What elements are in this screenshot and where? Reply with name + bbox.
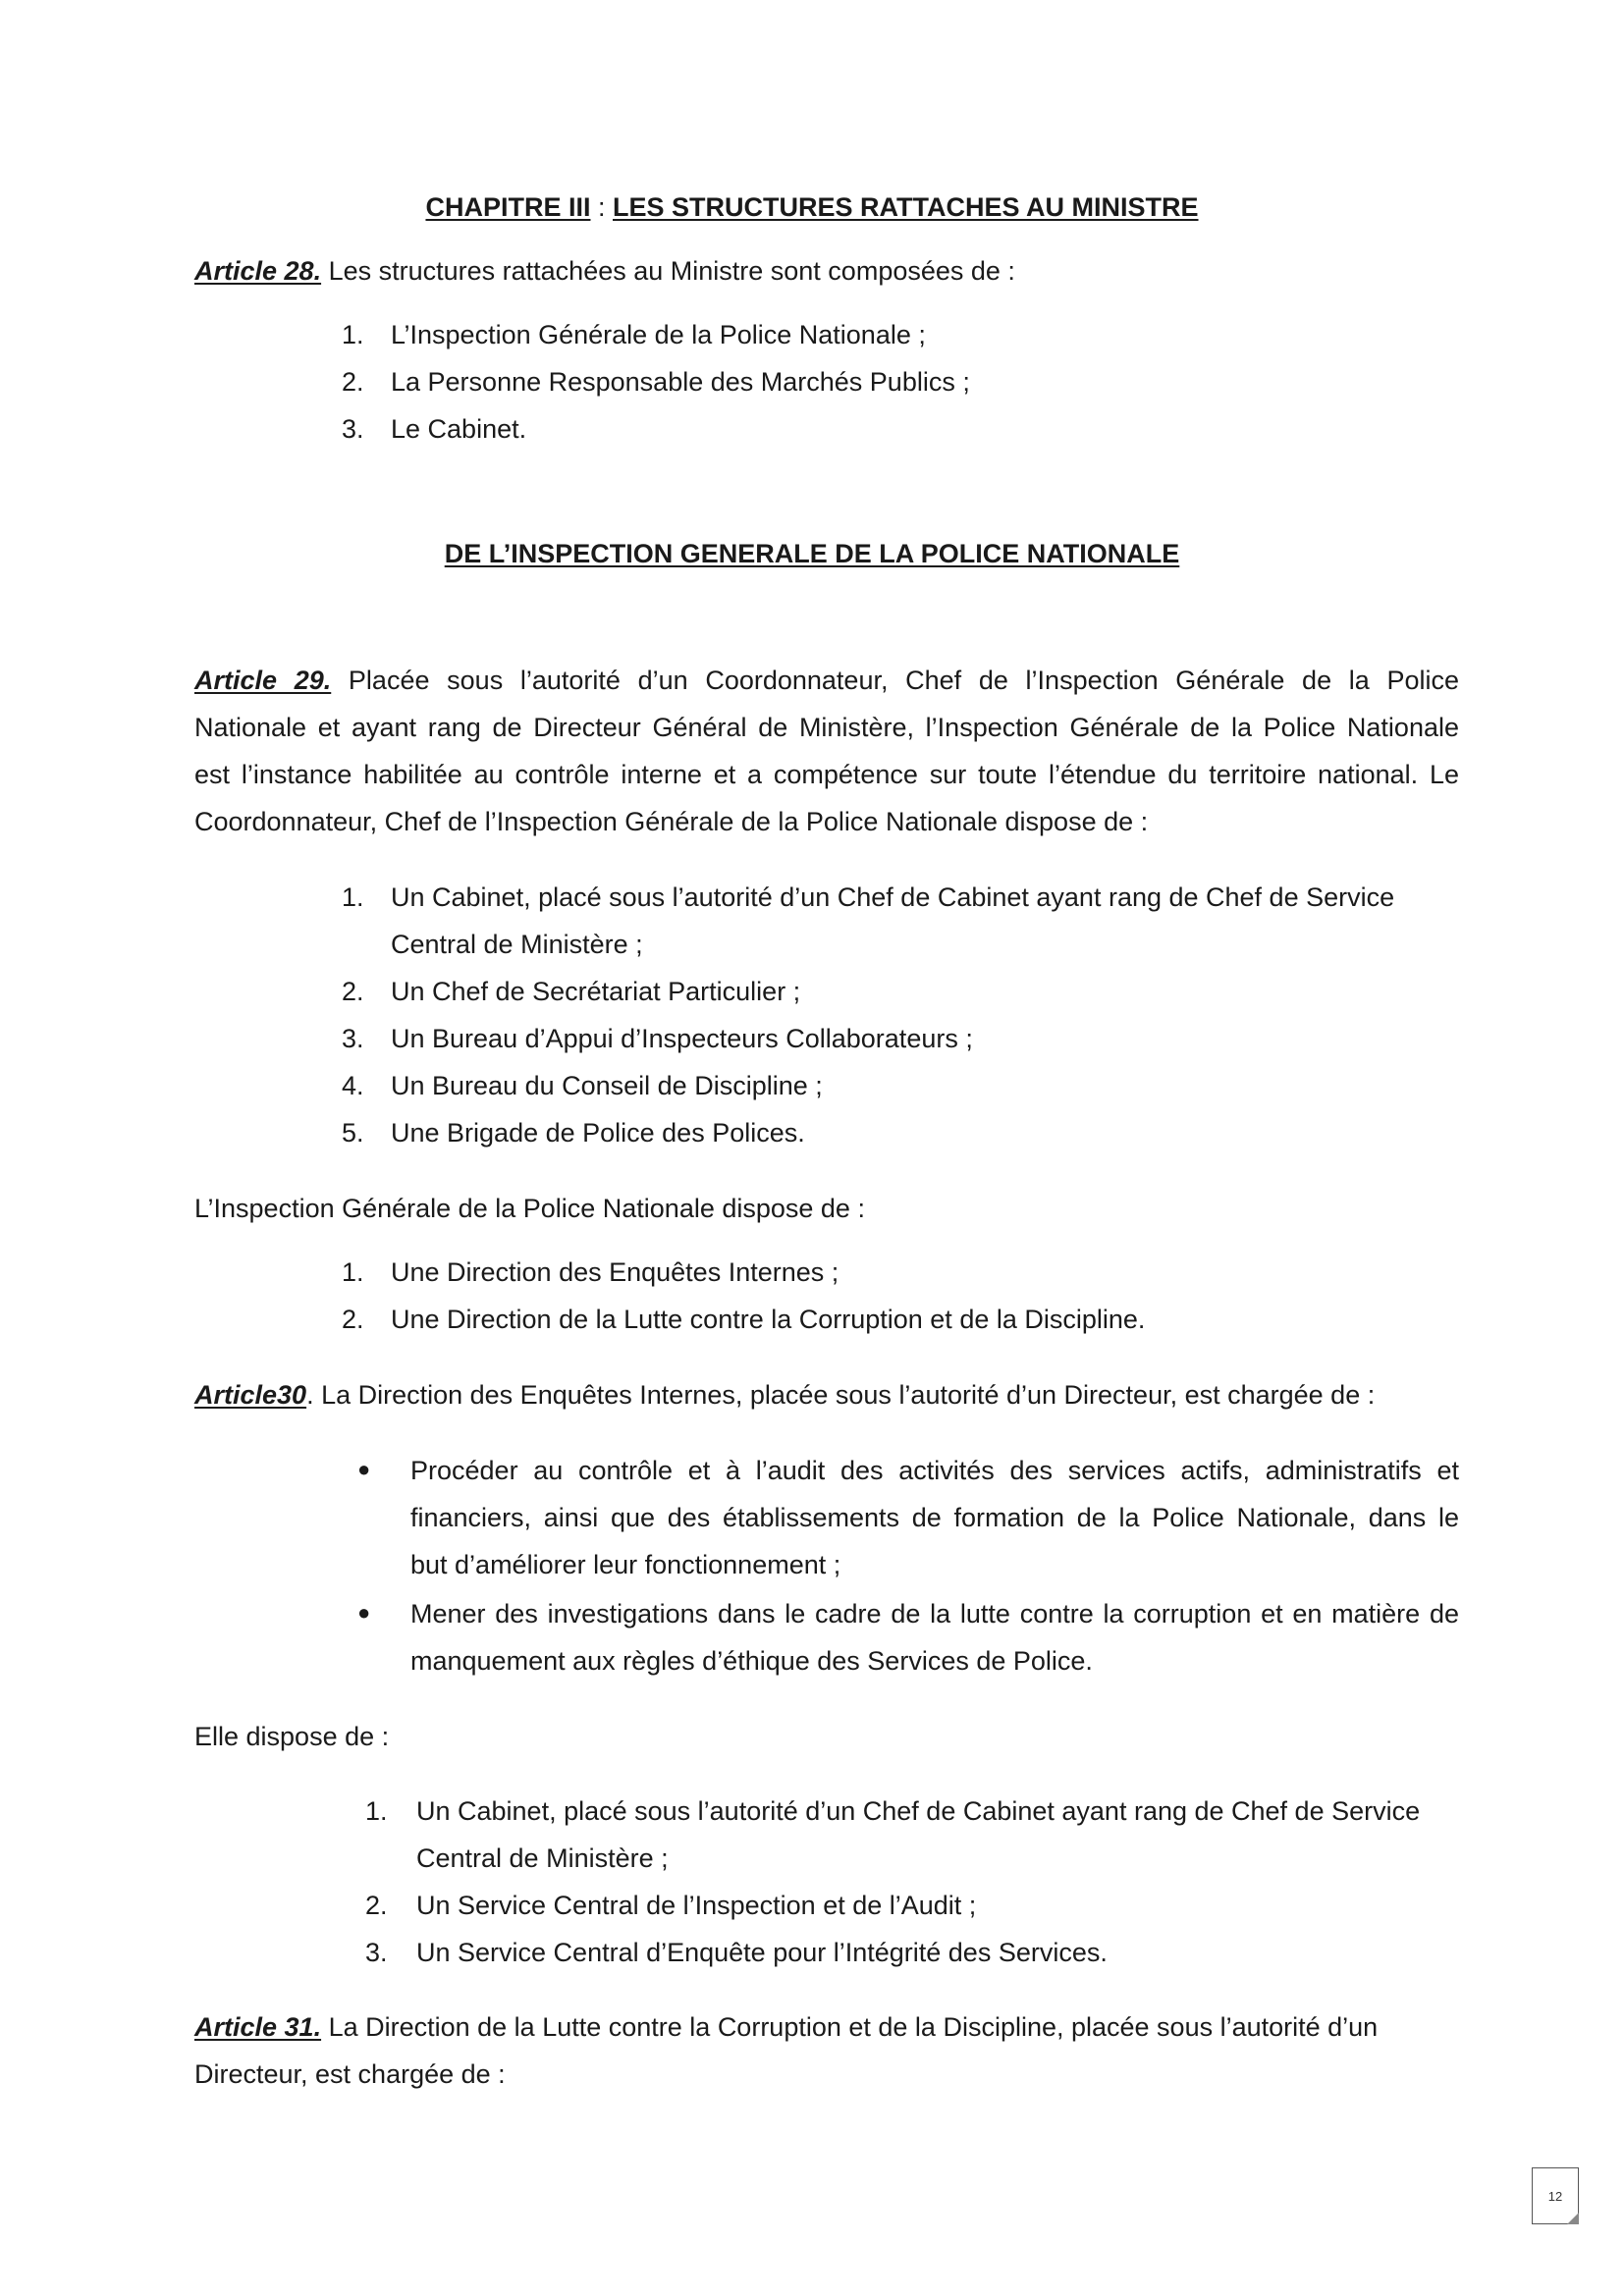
list-number: 4.: [342, 1071, 364, 1100]
page-number: 12: [1547, 2188, 1563, 2204]
article-30-intro: [194, 1379, 1375, 1411]
article-29-intro-2: L’Inspection Générale de la Police Nationale dispose de :: [194, 1194, 865, 1223]
list-number: 1.: [342, 1257, 364, 1287]
article-28-text: Les structures rattachées au Ministre sont composées de :: [321, 256, 1015, 286]
article-29-line-4: Coordonnateur, Chef de l’Inspection Générale de la Police Nationale dispose de :: [194, 807, 1149, 836]
article-31-line-2: Directeur, est chargée de :: [194, 2059, 506, 2089]
section-heading: [0, 538, 1624, 569]
chapter-label: CHAPITRE III: [425, 192, 591, 222]
list-item: Une Direction des Enquêtes Internes ;: [391, 1257, 839, 1287]
article-29-line-1: [194, 665, 1459, 696]
list-item: Un Bureau du Conseil de Discipline ;: [391, 1071, 823, 1100]
article-31-text: La Direction de la Lutte contre la Corruption et de la Discipline, placée sous l’autorité d’un: [321, 2012, 1379, 2042]
bullet-icon: ●: [357, 1457, 371, 1481]
list-item: Un Chef de Secrétariat Particulier ;: [391, 977, 801, 1006]
list-item: Un Bureau d’Appui d’Inspecteurs Collaborateurs ;: [391, 1024, 973, 1053]
list-item: Une Direction de la Lutte contre la Corruption et de la Discipline.: [391, 1305, 1146, 1334]
list-item-continuation: Central de Ministère ;: [416, 1843, 669, 1873]
list-number: 2.: [342, 367, 364, 397]
chapter-separator: :: [590, 192, 613, 222]
list-item: Le Cabinet.: [391, 414, 527, 444]
bullet-item-line: financiers, ainsi que des établissements de formation de la Police Nationale, dans le: [410, 1503, 1459, 1532]
list-item-continuation: Central de Ministère ;: [391, 930, 643, 959]
article-28-intro: [194, 255, 1015, 287]
article-30-text: . La Direction des Enquêtes Internes, placée sous l’autorité d’un Directeur, est chargée de :: [306, 1380, 1376, 1410]
article-30-intro-2: Elle dispose de :: [194, 1722, 390, 1751]
list-number: 1.: [342, 882, 364, 912]
bullet-item-line: but d’améliorer leur fonctionnement ;: [410, 1550, 841, 1579]
list-number: 2.: [365, 1891, 388, 1920]
list-number: 3.: [342, 1024, 364, 1053]
list-item: Un Service Central de l’Inspection et de l’Audit ;: [416, 1891, 977, 1920]
list-item: Un Service Central d’Enquête pour l’Intégrité des Services.: [416, 1938, 1108, 1967]
bullet-item-line: Mener des investigations dans le cadre de la lutte contre la corruption et en matière de: [410, 1599, 1459, 1629]
section-heading-text: DE L’INSPECTION GENERALE DE LA POLICE NATIONALE: [444, 539, 1180, 568]
bullet-item-line: manquement aux règles d’éthique des Services de Police.: [410, 1646, 1093, 1676]
list-number: 1.: [342, 320, 364, 349]
bullet-icon: ●: [357, 1600, 371, 1625]
chapter-heading: [0, 191, 1624, 223]
list-number: 5.: [342, 1118, 364, 1148]
list-item: Un Cabinet, placé sous l’autorité d’un Chef de Cabinet ayant rang de Chef de Service: [391, 882, 1395, 912]
list-number: 3.: [365, 1938, 388, 1967]
article-31-line-1: [194, 2011, 1378, 2043]
article-29-line-2: Nationale et ayant rang de Directeur Général de Ministère, l’Inspection Générale de la Police Nationale: [194, 713, 1459, 742]
article-29-line-3: est l’instance habilitée au contrôle interne et a compétence sur toute l’étendue du territoire national. Le: [194, 760, 1459, 789]
chapter-title: LES STRUCTURES RATTACHES AU MINISTRE: [613, 192, 1199, 222]
list-item: L’Inspection Générale de la Police Nationale ;: [391, 320, 926, 349]
list-item: La Personne Responsable des Marchés Publics ;: [391, 367, 970, 397]
list-number: 2.: [342, 1305, 364, 1334]
list-number: 3.: [342, 414, 364, 444]
article-30-label: Article30: [194, 1380, 307, 1410]
article-28-label: Article 28.: [194, 256, 322, 286]
list-number: 2.: [342, 977, 364, 1006]
list-item: Un Cabinet, placé sous l’autorité d’un Chef de Cabinet ayant rang de Chef de Service: [416, 1796, 1421, 1826]
article-29-label: Article 29.: [194, 666, 332, 695]
list-item: Une Brigade de Police des Polices.: [391, 1118, 805, 1148]
list-number: 1.: [365, 1796, 388, 1826]
article-31-label: Article 31.: [194, 2012, 322, 2042]
page-number-box: [1532, 2167, 1579, 2224]
article-29-text: Placée sous l’autorité d’un Coordonnateur, Chef de l’Inspection Générale de la Police: [331, 666, 1459, 695]
bullet-item-line: Procéder au contrôle et à l’audit des activités des services actifs, administratifs et: [410, 1456, 1459, 1485]
